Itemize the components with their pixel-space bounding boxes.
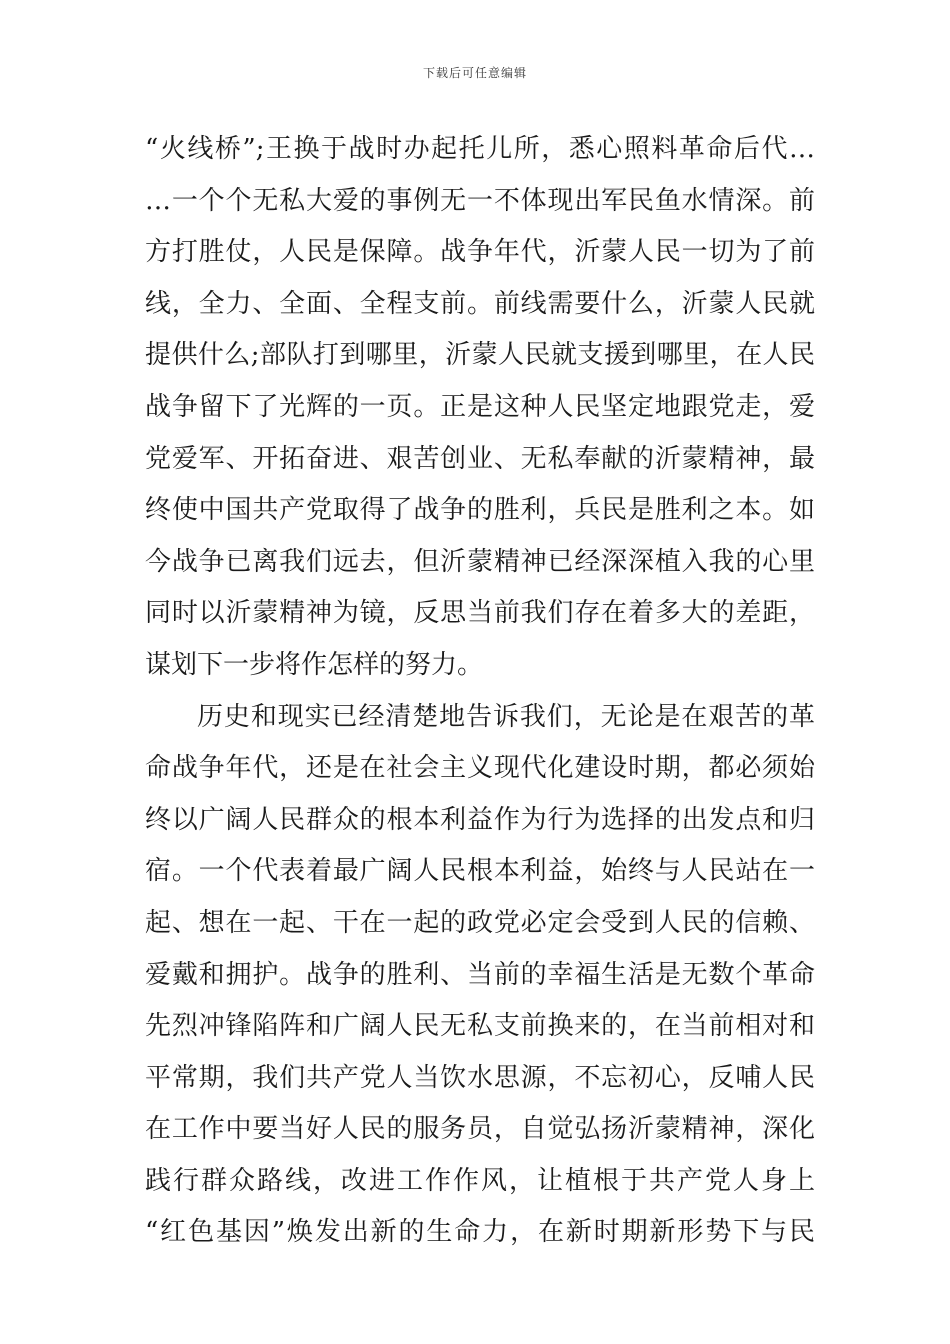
text-line: 起、想在一起、干在一起的政党必定会受到人民的信赖、 bbox=[145, 907, 815, 938]
text-line: 今战争已离我们远去，但沂蒙精神已经深深植入我的心里 bbox=[145, 546, 815, 577]
body-text bbox=[145, 124, 815, 1259]
text-line: 战争留下了光辉的一页。正是这种人民坚定地跟党走，爱 bbox=[145, 391, 815, 422]
text-line: 爱戴和拥护。战争的胜利、当前的幸福生活是无数个革命 bbox=[145, 959, 815, 990]
page-header: 下载后可任意编辑 bbox=[422, 66, 527, 80]
text-line: 在工作中要当好人民的服务员，自觉弘扬沂蒙精神，深化 bbox=[145, 1114, 815, 1145]
text-line: 终以广阔人民群众的根本利益作为行为选择的出发点和归 bbox=[145, 804, 815, 835]
text-line: 同时以沂蒙精神为镜，反思当前我们存在着多大的差距， bbox=[145, 598, 815, 629]
text-line: 先烈冲锋陷阵和广阔人民无私支前换来的，在当前相对和 bbox=[145, 1011, 815, 1042]
text-line: …一个个无私大爱的事例无一不体现出军民鱼水情深。前 bbox=[145, 185, 815, 216]
text-line: 宿。一个代表着最广阔人民根本利益，始终与人民站在一 bbox=[145, 856, 815, 887]
text-line: 平常期，我们共产党人当饮水思源，不忘初心，反哺人民 bbox=[145, 1062, 815, 1093]
text-line: “红色基因”焕发出新的生命力，在新时期新形势下与民 bbox=[145, 1217, 815, 1248]
text-line: 提供什么;部队打到哪里，沂蒙人民就支援到哪里，在人民 bbox=[145, 340, 815, 371]
paragraph-start-line: 历史和现实已经清楚地告诉我们，无论是在艰苦的革 bbox=[197, 701, 815, 732]
text-line: 终使中国共产党取得了战争的胜利，兵民是胜利之本。如 bbox=[145, 495, 815, 526]
text-line: 践行群众路线，改进工作作风，让植根于共产党人身上 bbox=[145, 1165, 815, 1196]
text-line: 命战争年代，还是在社会主义现代化建设时期，都必须始 bbox=[145, 753, 815, 784]
text-line: 谋划下一步将作怎样的努力。 bbox=[145, 649, 484, 680]
text-line: 方打胜仗，人民是保障。战争年代，沂蒙人民一切为了前 bbox=[145, 237, 815, 268]
text-line: 线，全力、全面、全程支前。前线需要什么，沂蒙人民就 bbox=[145, 288, 815, 319]
text-line: “火线桥”;王换于战时办起托儿所，悉心照料革命后代… bbox=[145, 134, 815, 164]
text-line: 党爱军、开拓奋进、艰苦创业、无私奉献的沂蒙精神，最 bbox=[145, 443, 815, 474]
